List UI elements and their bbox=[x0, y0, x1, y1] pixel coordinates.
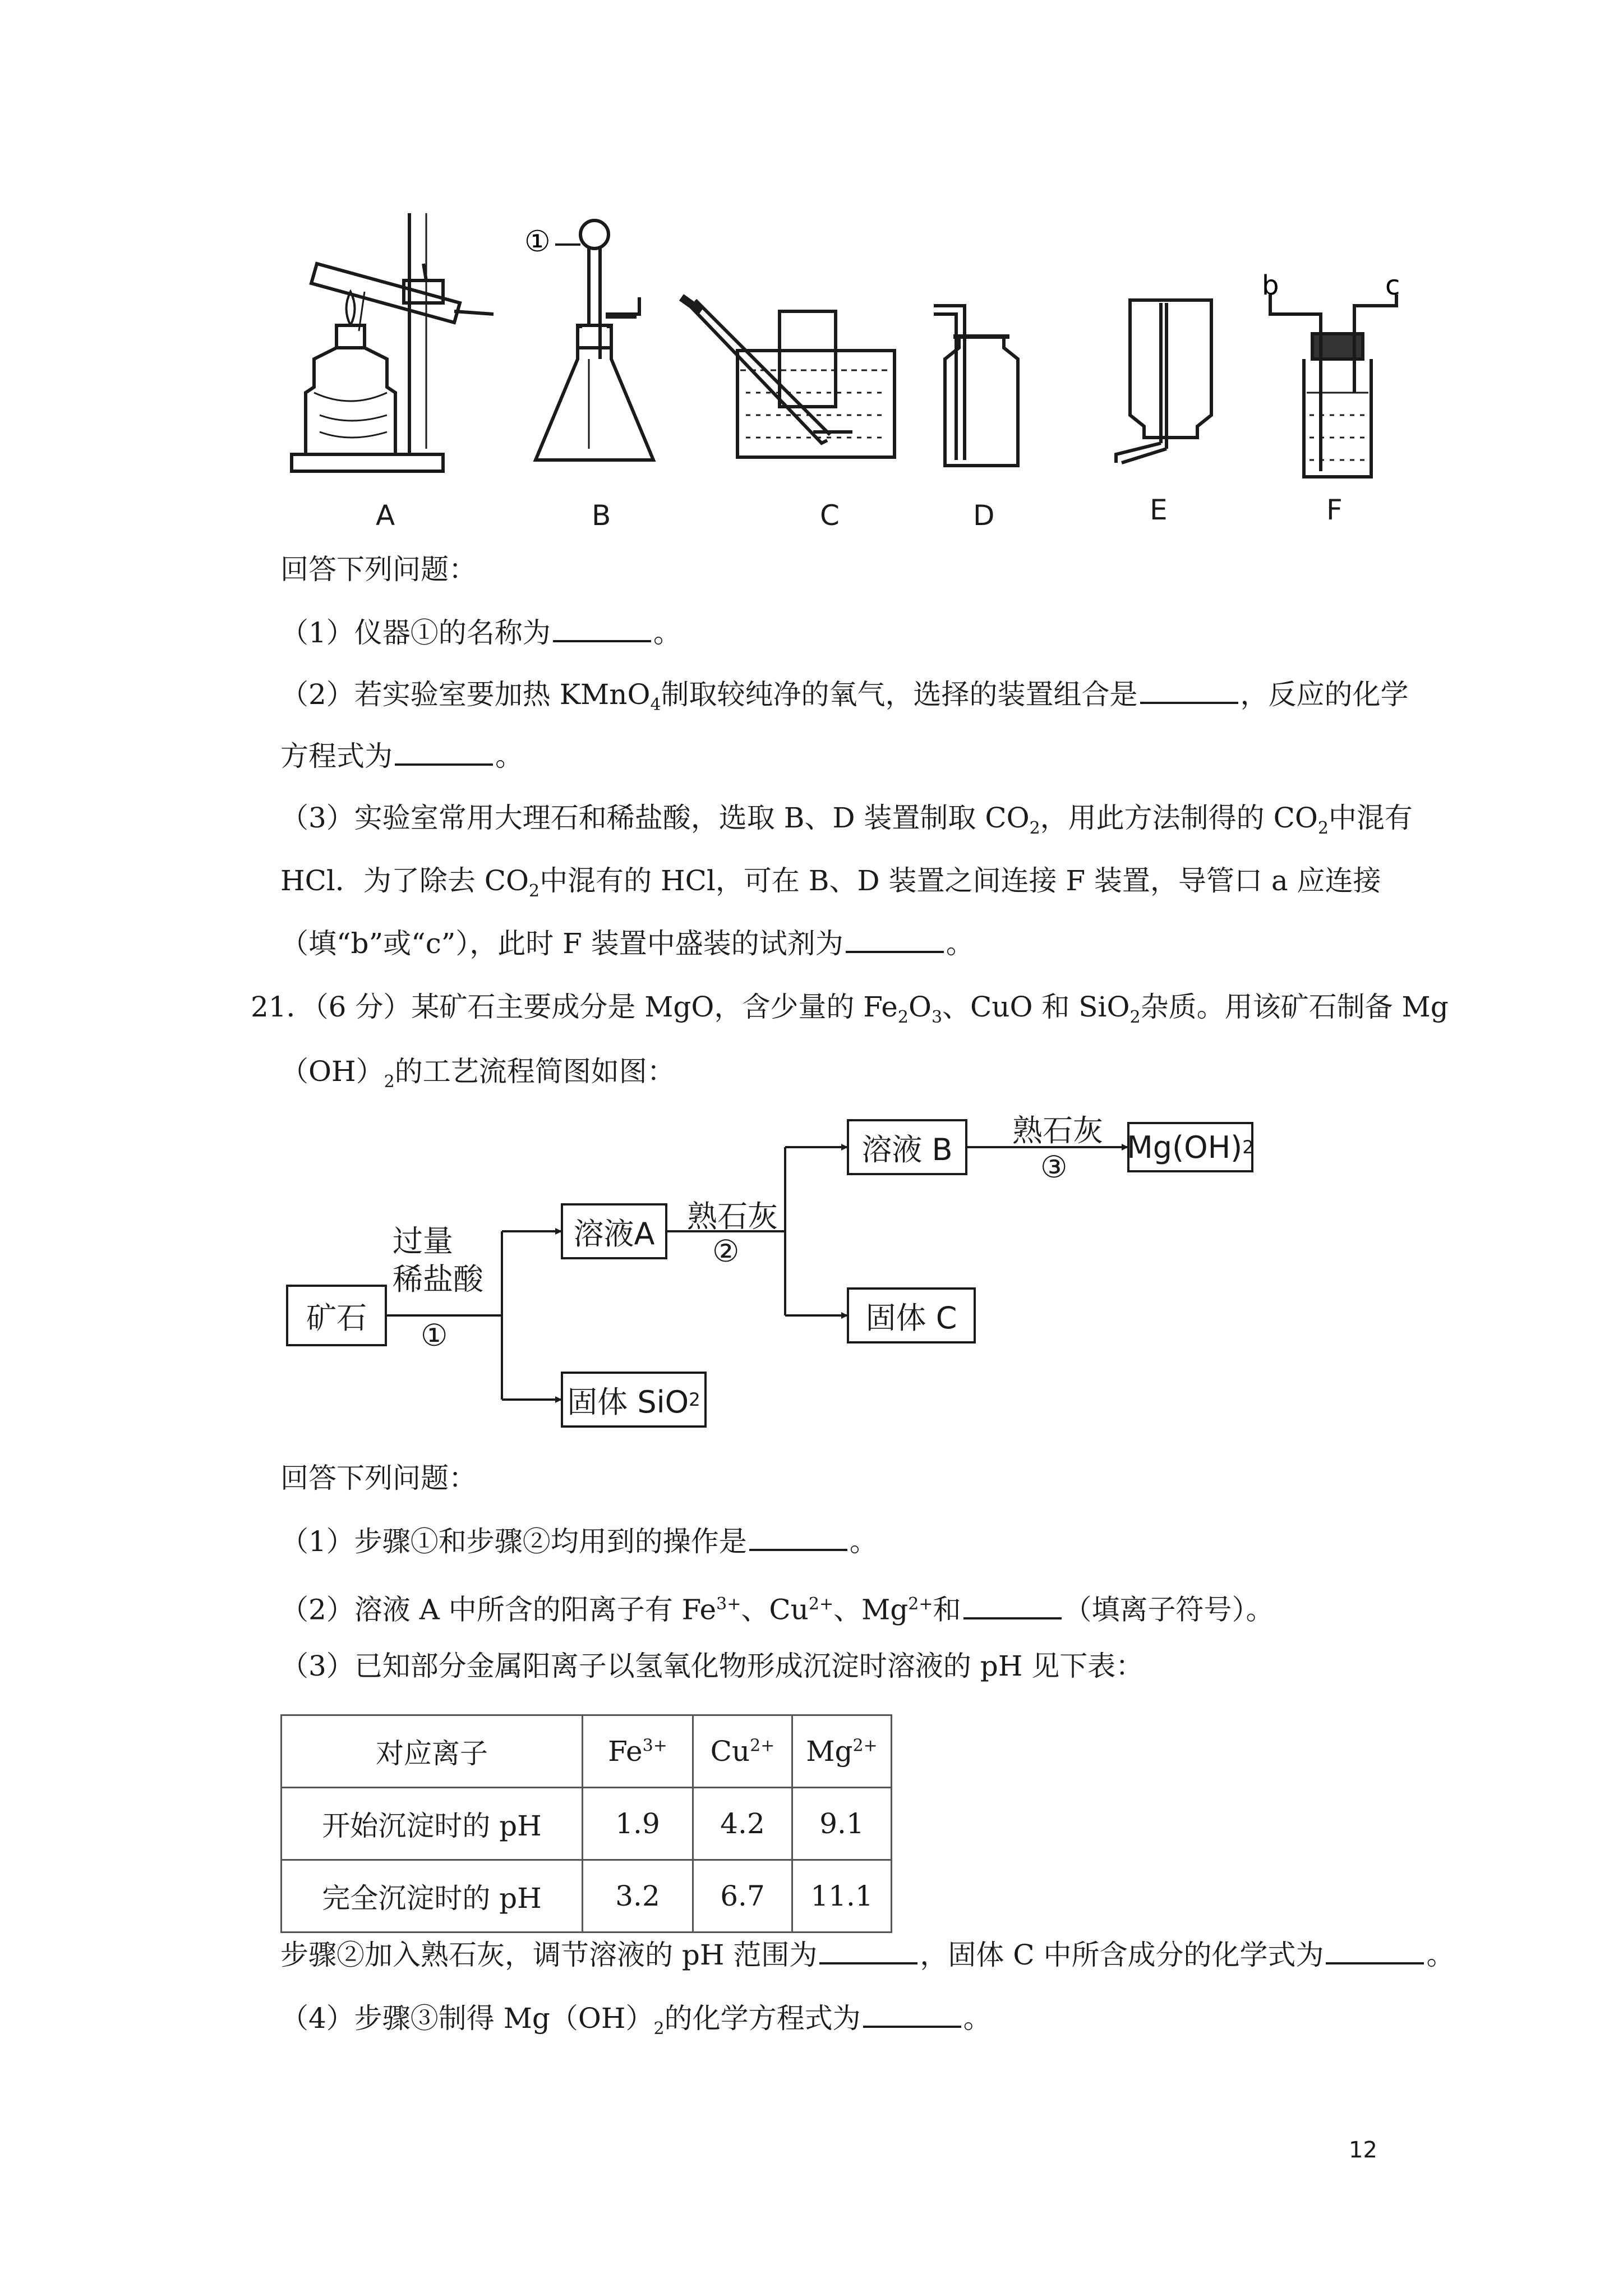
q20-part1-text: （1）仪器①的名称为 bbox=[280, 616, 551, 649]
apparatus-label-b: B bbox=[592, 499, 611, 532]
text: 的工艺流程简图如图： bbox=[394, 1055, 675, 1088]
subscript: 2 bbox=[1129, 1007, 1141, 1027]
flow-reagent1-line1: 过量 bbox=[393, 1223, 453, 1259]
table-row bbox=[282, 1715, 892, 1788]
text: 杂质。用该矿石制备 Mg bbox=[1140, 991, 1449, 1023]
text: （2）溶液 A 中所含的阳离子有 Fe bbox=[280, 1593, 717, 1626]
subscript: 2 bbox=[897, 1007, 909, 1027]
apparatus-label-d: D bbox=[973, 499, 995, 532]
text: Fe bbox=[608, 1735, 643, 1768]
apparatus-label-f: F bbox=[1326, 494, 1343, 526]
flow-step1-mark: ① bbox=[421, 1318, 448, 1353]
flow-node-solution-a: 溶液A bbox=[561, 1203, 667, 1259]
text: 。 bbox=[849, 1525, 878, 1558]
text: 方程式为 bbox=[280, 740, 393, 772]
q21-part3: （3）已知部分金属阳离子以氢氧化物形成沉淀时溶液的 pH 见下表： bbox=[280, 1650, 1144, 1682]
text: （2）若实验室要加热 KMnO bbox=[280, 678, 651, 711]
q21-intro: 回答下列问题： bbox=[280, 1462, 477, 1494]
answer-blank[interactable] bbox=[863, 2003, 961, 2028]
flow-node-mg-oh-2 bbox=[1127, 1122, 1253, 1172]
subscript: 2 bbox=[384, 1072, 395, 1092]
q21-part3-answer bbox=[280, 1938, 1454, 1972]
answer-blank[interactable] bbox=[963, 1595, 1062, 1619]
apparatus-label-c: C bbox=[820, 499, 840, 532]
table-header-ion bbox=[792, 1715, 892, 1788]
superscript: 2+ bbox=[808, 1594, 834, 1614]
text: （填“b”或“c”），此时 F 装置中盛装的试剂为 bbox=[280, 927, 843, 960]
table-cell: 9.1 bbox=[792, 1788, 892, 1860]
subscript: 2 bbox=[1242, 1137, 1254, 1158]
text: HCl．为了除去 CO bbox=[280, 864, 529, 897]
text: 的化学方程式为 bbox=[664, 2002, 861, 2035]
flow-node-solid-c: 固体 C bbox=[847, 1287, 976, 1343]
superscript: 2+ bbox=[750, 1736, 775, 1756]
table-cell: 3.2 bbox=[583, 1860, 693, 1932]
flow-reagent1-line2: 稀盐酸 bbox=[393, 1262, 483, 1297]
text: O bbox=[908, 991, 932, 1023]
text: 、CuO 和 SiO bbox=[942, 991, 1130, 1023]
table-row-label: 开始沉淀时的 pH bbox=[282, 1788, 583, 1860]
text: 、Cu bbox=[741, 1593, 809, 1626]
apparatus-b-mark: ① bbox=[524, 225, 551, 259]
text: ，反应的化学 bbox=[1240, 678, 1409, 711]
apparatus-label-e: E bbox=[1150, 494, 1168, 526]
text: 。 bbox=[495, 740, 523, 772]
subscript: 4 bbox=[650, 695, 661, 715]
answer-blank[interactable] bbox=[749, 1526, 847, 1551]
text: Cu bbox=[710, 1735, 750, 1768]
text: ，固体 C 中所含成分的化学式为 bbox=[920, 1939, 1324, 1971]
flow-node-solid-sio2 bbox=[561, 1372, 707, 1428]
text: 中混有 bbox=[1328, 802, 1413, 834]
q21-part2 bbox=[280, 1588, 1274, 1627]
text: Mg bbox=[806, 1735, 853, 1768]
table-header-ion bbox=[693, 1715, 792, 1788]
text: 和 bbox=[933, 1593, 961, 1626]
table-cell: 1.9 bbox=[583, 1788, 693, 1860]
table-cell: 11.1 bbox=[792, 1860, 892, 1932]
flow-node-solution-b: 溶液 B bbox=[847, 1119, 967, 1175]
table-row bbox=[282, 1788, 892, 1860]
ph-table bbox=[280, 1714, 892, 1933]
apparatus-f-port-c: c bbox=[1385, 270, 1400, 301]
subscript: 2 bbox=[689, 1389, 700, 1410]
flow-reagent3: 熟石灰 bbox=[1012, 1113, 1103, 1148]
text: 中混有的 HCl，可在 B、D 装置之间连接 F 装置，导管口 a 应连接 bbox=[540, 864, 1381, 897]
text: 21．（6 分）某矿石主要成分是 MgO，含少量的 Fe bbox=[251, 991, 898, 1023]
table-row bbox=[282, 1860, 892, 1932]
text: 、Mg bbox=[833, 1593, 909, 1626]
answer-blank[interactable] bbox=[819, 1940, 917, 1964]
subscript: 2 bbox=[1029, 818, 1040, 838]
superscript: 3+ bbox=[642, 1736, 667, 1756]
text: 制取较纯净的氧气，选择的装置组合是 bbox=[661, 678, 1138, 711]
text: 步骤②加入熟石灰，调节溶液的 pH 范围为 bbox=[280, 1939, 818, 1971]
flow-step3-mark: ③ bbox=[1040, 1149, 1068, 1185]
text: （填离子符号）。 bbox=[1063, 1593, 1274, 1626]
table-cell: 6.7 bbox=[693, 1860, 792, 1932]
q21-part4 bbox=[280, 2001, 992, 2046]
table-header-ion bbox=[583, 1715, 693, 1788]
superscript: 2+ bbox=[852, 1736, 878, 1756]
flow-reagent2: 熟石灰 bbox=[687, 1199, 778, 1234]
apparatus-f-port-b: b bbox=[1262, 270, 1279, 301]
text: （4）步骤③制得 Mg（OH） bbox=[280, 2002, 654, 2035]
text: ，用此方法制得的 CO bbox=[1040, 802, 1318, 834]
text: 。 bbox=[1426, 1939, 1455, 1971]
table-cell: 4.2 bbox=[693, 1788, 792, 1860]
text: Mg(OH) bbox=[1127, 1129, 1243, 1165]
text: （1）步骤①和步骤②均用到的操作是 bbox=[280, 1525, 747, 1558]
text: 。 bbox=[963, 2002, 992, 2035]
table-row-label: 完全沉淀时的 pH bbox=[282, 1860, 583, 1932]
subscript: 2 bbox=[529, 881, 540, 901]
apparatus-label-a: A bbox=[376, 499, 395, 532]
text: （OH） bbox=[280, 1055, 384, 1088]
flow-node-ore: 矿石 bbox=[286, 1285, 387, 1346]
flow-step2-mark: ② bbox=[712, 1234, 740, 1269]
text: 。 bbox=[946, 927, 974, 960]
subscript: 2 bbox=[653, 2019, 665, 2039]
subscript: 2 bbox=[1317, 818, 1329, 838]
superscript: 2+ bbox=[908, 1594, 933, 1614]
answer-blank[interactable] bbox=[1326, 1940, 1424, 1964]
q20-part1-end: 。 bbox=[653, 616, 681, 649]
superscript: 3+ bbox=[716, 1594, 741, 1614]
text: 固体 SiO bbox=[567, 1384, 689, 1420]
page-number: 12 bbox=[1349, 2137, 1377, 2163]
subscript: 3 bbox=[931, 1007, 943, 1027]
q20-intro: 回答下列问题： bbox=[280, 553, 477, 586]
table-header-cell: 对应离子 bbox=[282, 1715, 583, 1788]
text: （3）实验室常用大理石和稀盐酸，选取 B、D 装置制取 CO bbox=[280, 802, 1030, 834]
q21-part1 bbox=[280, 1525, 878, 1558]
